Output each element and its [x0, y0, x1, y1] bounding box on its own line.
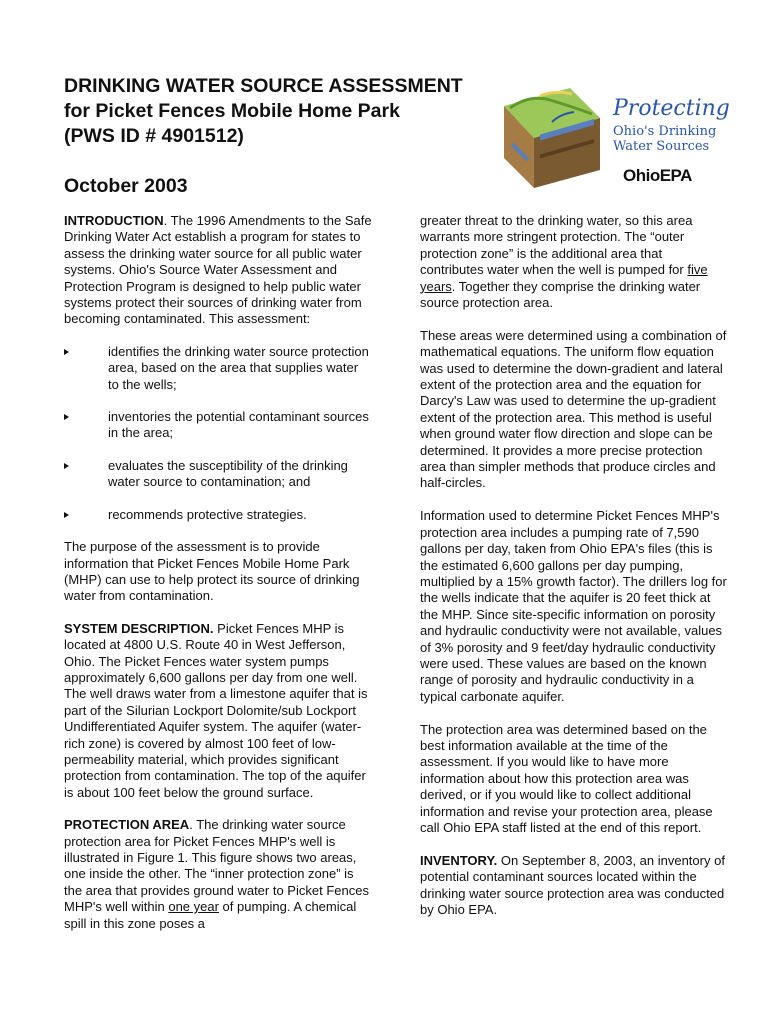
bullet-arrow-icon [64, 349, 69, 355]
system-description-heading: SYSTEM DESCRIPTION. [64, 620, 214, 636]
ohio-epa-logo [500, 84, 730, 194]
bullet-item [64, 344, 372, 393]
inventory-heading: INVENTORY. [420, 852, 498, 868]
logo-line-2: Ohio's Drinking [613, 124, 717, 139]
system-description-paragraph [64, 621, 372, 801]
terrain-block-icon [504, 88, 600, 188]
title-line-2: for Picket Fences Mobile Home Park [64, 100, 400, 122]
protection-area-heading: PROTECTION AREA [64, 817, 190, 833]
bullet-text: identifies the drinking water source protection area, based on the area that supplies water to the wells; [108, 343, 369, 392]
inputs-paragraph: Information used to determine Picket Fences MHP's protection area includes a pumping rate of 7,590 gallons per day, taken from Ohio EPA's files (this is the estimated 6,600 gallons per day pumping, multiplied by a 15% growth factor). The drillers log for the wells indicate that the aquifer is 20 feet thick at the MHP. Since site-specific information on porosity and hydraulic conductivity were not available, values of 3% porosity and 9 feet/day hydraulic conductivity were used. These values are based on the known range of porosity and hydraulic conductivity in a typical carbonate aquifer. [420, 508, 727, 704]
protection-continued-text-b: . Together they comprise the drinking water source protection area. [420, 278, 701, 311]
title-line-3: (PWS ID # 4901512) [64, 125, 244, 147]
document-title [64, 74, 484, 149]
bullet-item [64, 409, 372, 442]
bullet-arrow-icon [64, 512, 69, 518]
document-date: October 2003 [64, 175, 188, 197]
inventory-paragraph [420, 853, 728, 919]
title-line-1: DRINKING WATER SOURCE ASSESSMENT [64, 75, 463, 97]
bullet-text: recommends protective strategies. [108, 506, 307, 522]
bullet-text: evaluates the susceptibility of the drinking water source to contamination; and [108, 457, 348, 490]
protection-area-underline: one year [168, 899, 219, 915]
protection-continued-paragraph [420, 213, 728, 311]
method-paragraph: These areas were determined using a combination of mathematical equations. The uniform flow equation was used to determine the down-gradient and lateral extent of the protection area and the equation for Darcy's Law was used to determine the up-gradient extent of the protection area. This method is useful when ground water flow direction and slope can be determined. It provides a more precise protection area than simpler methods that produce circles and half-circles. [420, 327, 727, 491]
ohio-epa-wordmark: OhioEPA [623, 166, 692, 185]
bullet-item [64, 458, 372, 491]
protection-area-text-b: of pumping. A chemical spill in this zone poses a [64, 899, 357, 931]
left-column [64, 213, 372, 948]
bullet-item [64, 507, 372, 523]
protection-area-paragraph [64, 817, 372, 932]
introduction-heading: INTRODUCTION [64, 213, 164, 228]
bullet-arrow-icon [64, 414, 69, 420]
right-column [420, 213, 728, 935]
bullet-text: inventories the potential contaminant sources in the area; [108, 409, 369, 441]
system-description-text: Picket Fences MHP is located at 4800 U.S. Route 40 in West Jefferson, Ohio. The Picket Fences water system pumps approximately 6,600 gallons per day from one well. The well draws water from a limestone aquifer that is part of the Silurian Lockport Dolomite/sub Lockport Undifferentiated Aquifer system. The aquifer (water-rich zone) is covered by almost 100 feet of low-permeability material, which provides significant protection from contamination. The top of the aquifer is about 100 feet below the ground surface. [64, 620, 368, 800]
introduction-paragraph [64, 213, 372, 328]
inventory-text: On September 8, 2003, an inventory of potential contaminant sources located within the drinking water source protection area was conducted by Ohio EPA. [420, 852, 725, 917]
logo-line-1: Protecting [613, 96, 730, 121]
protection-area-text-a: . The drinking water source protection area for Picket Fences MHP's well is illustrated in Figure 1. This figure shows two areas, one inside the other. The “inner protection zone” is the area that provides ground water to Picket Fences MHP's well within [64, 817, 369, 915]
introduction-text: . The 1996 Amendments to the Safe Drinking Water Act establish a program for states to assess the drinking water source for all public water systems. Ohio's Source Water Assessment and Protection Program is designed to help public water systems protect their sources of drinking water from becoming contaminated. This assessment: [64, 213, 372, 327]
assessment-bullet-list [64, 344, 372, 523]
protection-continued-underline: five years [420, 262, 708, 294]
bullet-arrow-icon [64, 463, 69, 469]
logo-line-3: Water Sources [613, 139, 710, 154]
purpose-paragraph: The purpose of the assessment is to provide information that Picket Fences Mobile Home Park (MHP) can use to help protect its source of drinking water from contamination. [64, 539, 360, 604]
contact-paragraph: The protection area was determined based on the best information available at the time of the assessment. If you would like to have more information about how this protection area was derived, or if you would like to collect additional information and revise your protection area, please call Ohio EPA staff listed at the end of this report. [420, 721, 713, 835]
protection-continued-text-a: greater threat to the drinking water, so this area warrants more stringent protection. The “outer protection zone” is the additional area that contributes water when the well is pumped for [420, 213, 693, 278]
